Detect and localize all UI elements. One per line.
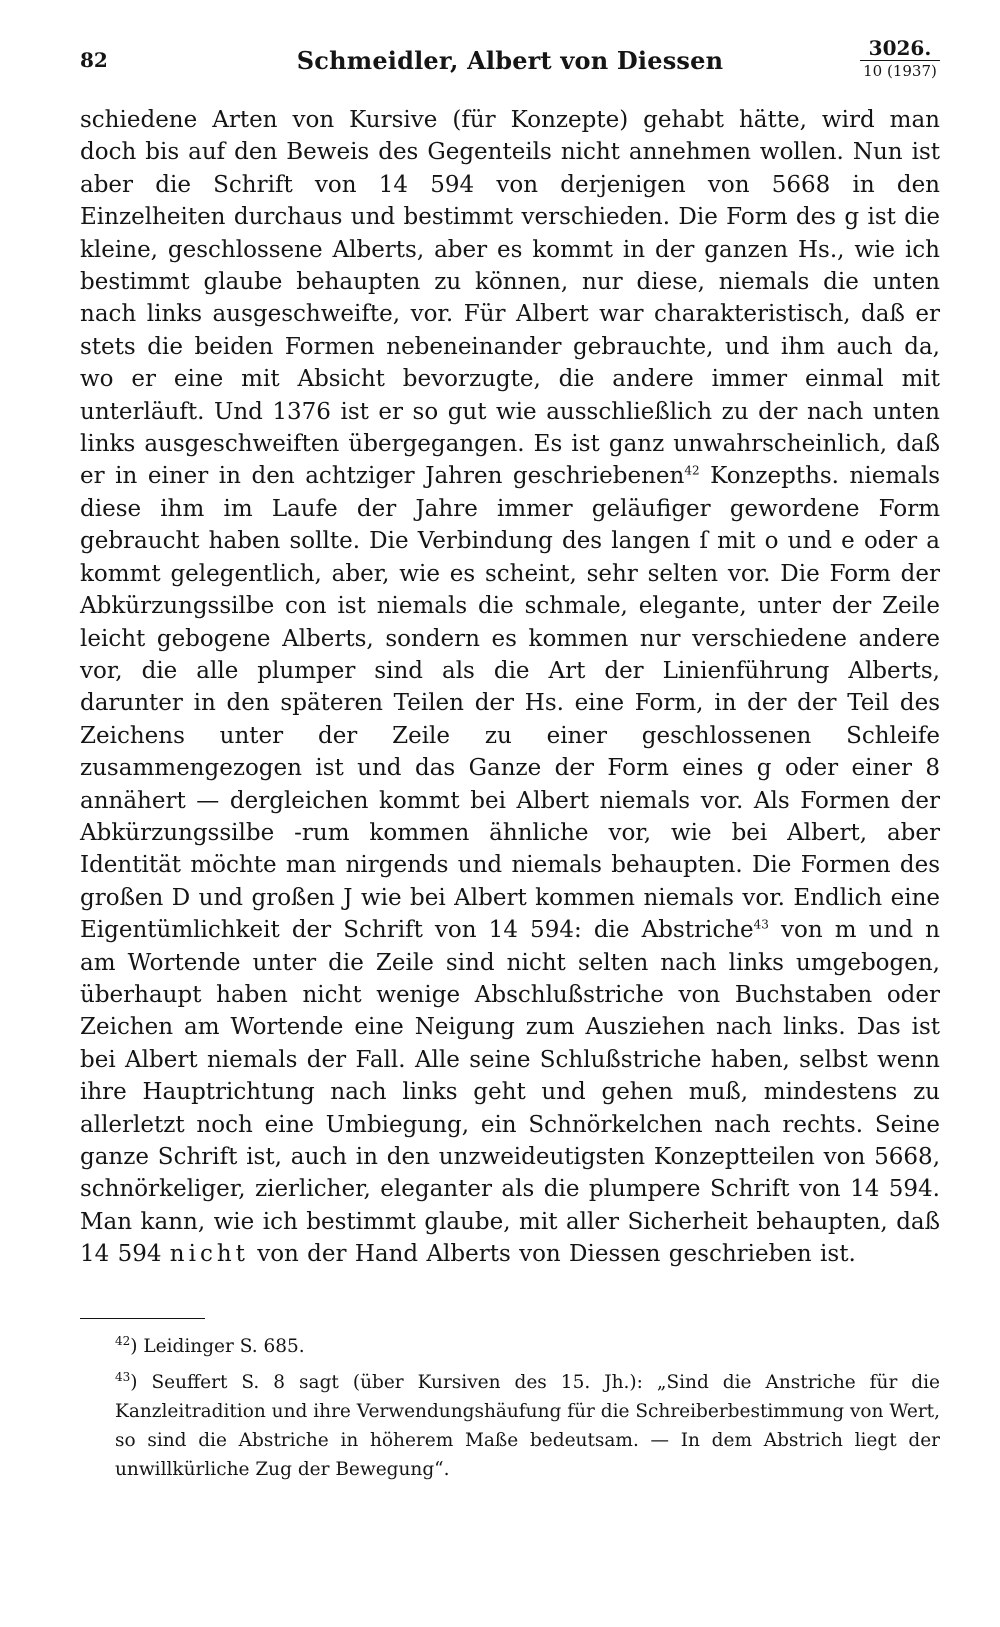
text-segment-2: Konzepths. niemals diese ihm im Laufe der Jahre immer geläufiger gewordene Form gebraucht haben sollte. Die Verbindung des langen ſ mit o und e oder a kommt gelegentlich, aber, wie es scheint, sehr selten vor. Die Form der Abkürzungssilbe con ist niemals die schmale, elegante, unter der Zeile leicht gebogene Alberts, sondern es kommen nur verschiedene andere vor, die alle plumper sind als die Art der Linienführung Alberts, darunter in den späteren Teilen der Hs. eine Form, in der der Teil des Zeichens unter der Zeile zu einer geschlossenen Schleife zusammengezogen ist und das Ganze der Form eines g oder einer 8 annähert — dergleichen kommt bei Albert niemals vor. Als Formen der Abkürzungssilbe -rum kommen ähnliche vor, wie bei Albert, aber Identität möchte man nirgends und niemals behaupten. Die Formen des großen D und großen J wie bei Albert kommen niemals vor. Endlich eine Eigentümlichkeit der Schrift von 14 594: die Abstriche (80, 463, 941, 944)
page-header (80, 36, 940, 84)
footnote-text: ) Seuffert S. 8 sagt (über Kursiven des 15. Jh.): „Sind die Anstriche für die Kanzleitradition und ihre Verwendungshäufung für die Schreiberbestimmung von Wert, so sind die Abstriche in höherem Maße bedeutsam. — In dem Abstrich liegt der unwillkürliche Zug der Bewegung“. (115, 1372, 940, 1480)
text-segment-3: von m und n am Wortende unter die Zeile sind nicht selten nach links umgebogen, überhaupt haben nicht wenige Abschlußstriche von Buchstaben oder Zeichen am Wortende eine Neigung zum Ausziehen nach links. Das ist bei Albert niemals der Fall. Alle seine Schlußstriche haben, selbst wenn ihre Hauptrichtung nach links geht und gehen muß, mindestens zu allerletzt noch eine Umbiegung, ein Schnörkelchen nach rechts. Seine ganze Schrift ist, auch in den unzweideutigsten Konzeptteilen von 5668, schnörkeliger, zierlicher, eleganter als die plumpere Schrift von 14 594. Man kann, wie ich bestimmt glaube, mit aller Sicherheit behaupten, daß 14 594 (80, 917, 940, 1268)
text-segment-4: von der Hand Alberts von Diessen geschrieben ist. (248, 1241, 856, 1268)
footnote-reference-43: 43 (753, 917, 769, 932)
text-segment-1: schiedene Arten von Kursive (für Konzepte) gehabt hätte, wird man doch bis auf den Beweis des Gegenteils nicht annehmen wollen. Nun ist aber die Schrift von 14 594 von derjenigen von 5668 in den Einzelheiten durchaus und bestimmt verschieden. Die Form des g ist die kleine, geschlossene Alberts, aber es kommt in der ganzen Hs., wie ich bestimmt glaube behaupten zu können, nur diese, niemals die unten nach links ausgeschweifte, vor. Für Albert war charakteristisch, daß er stets die beiden Formen nebeneinander gebrauchte, und ihm auch da, wo er eine mit Absicht bevorzugte, die andere immer einmal mit unterläuft. Und 1376 ist er so gut wie ausschließlich zu der nach unten links ausgeschweiften übergegangen. Es ist ganz unwahrscheinlich, daß er in einer in den achtziger Jahren geschriebenen (80, 107, 940, 490)
footnote-divider (80, 1318, 205, 1319)
page-number: 82 (80, 48, 108, 72)
footnote-text: ) Leidinger S. 685. (130, 1336, 305, 1357)
footnote-number: 43 (115, 1369, 131, 1384)
reference-code: 3026. (860, 36, 940, 61)
footnote-43 (80, 1368, 940, 1484)
running-title: Schmeidler, Albert von Diessen (296, 46, 724, 75)
volume-year: 10 (1937) (863, 62, 937, 80)
emphasized-word: nicht (169, 1241, 249, 1268)
citation-reference (860, 36, 940, 81)
footnote-reference-42: 42 (684, 463, 700, 478)
footnote-42 (80, 1332, 940, 1361)
footnotes (80, 1332, 940, 1491)
footnote-number: 42 (115, 1333, 131, 1348)
main-text (80, 104, 940, 1271)
